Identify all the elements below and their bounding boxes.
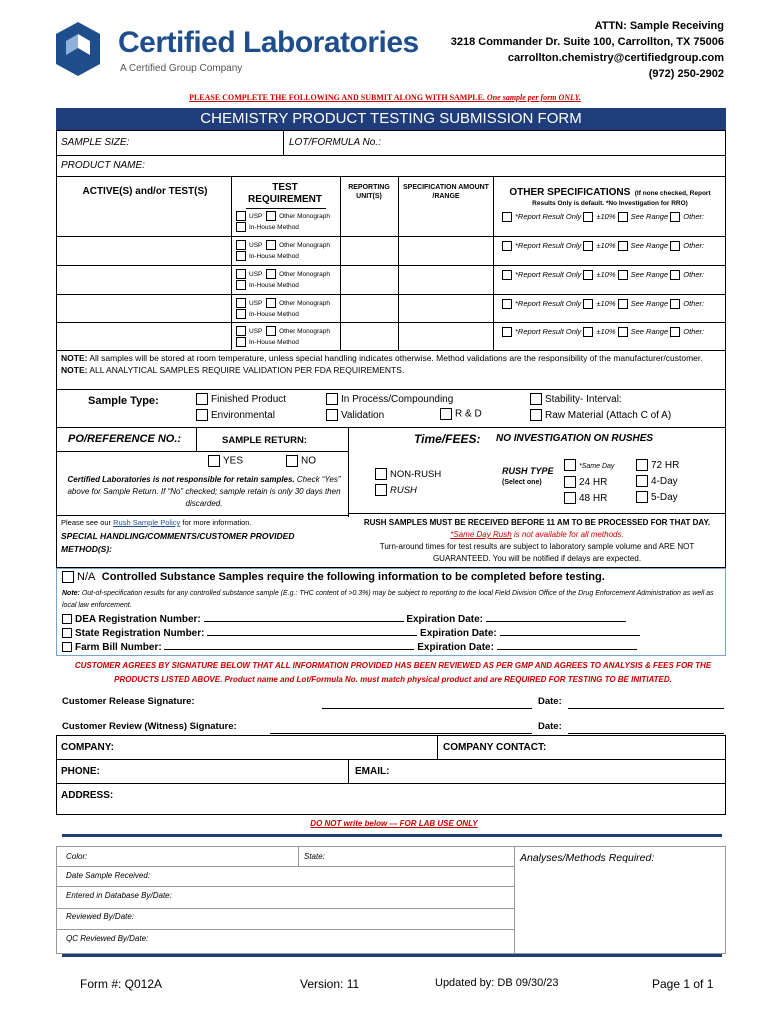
notes-block	[61, 352, 721, 376]
in-house-checkbox[interactable]	[236, 337, 246, 347]
report-only-label: *Report Result Only	[515, 270, 582, 279]
report-only-checkbox[interactable]	[502, 327, 512, 337]
report-only-label: *Report Result Only	[515, 327, 582, 336]
pct10-label: ±10%	[596, 299, 616, 308]
release-signature-label: Customer Release Signature:	[62, 696, 195, 707]
lab-qc[interactable]: QC Reviewed By/Date:	[66, 934, 149, 943]
see-range-checkbox[interactable]	[618, 241, 628, 251]
lab-state[interactable]: State:	[304, 852, 325, 861]
pct10-checkbox[interactable]	[583, 241, 593, 251]
email-field[interactable]: EMAIL:	[355, 766, 390, 777]
other-checkbox[interactable]	[670, 270, 680, 280]
col-specification: SPECIFICATION AMOUNT /RANGE	[403, 184, 489, 200]
usp-checkbox[interactable]	[236, 298, 246, 308]
5day-checkbox[interactable]	[636, 491, 648, 503]
usp-checkbox[interactable]	[236, 326, 246, 336]
report-only-label: *Report Result Only	[515, 212, 582, 221]
other-monograph-checkbox[interactable]	[266, 240, 276, 250]
stability-checkbox[interactable]	[530, 393, 542, 405]
review-date-line[interactable]	[568, 733, 724, 734]
col-other-specs	[496, 182, 724, 207]
return-yes-checkbox[interactable]	[208, 455, 220, 467]
test-requirement-options	[236, 269, 330, 291]
in-house-checkbox[interactable]	[236, 309, 246, 319]
rush-notice	[352, 517, 722, 565]
note2-text: ALL ANALYTICAL SAMPLES REQUIRE VALIDATION PER FDA REQUIREMENTS.	[89, 365, 405, 375]
lab-analyses[interactable]: Analyses/Methods Required:	[520, 852, 655, 864]
release-date-label: Date:	[538, 696, 562, 707]
col-active: ACTIVE(S) and/or TEST(S)	[82, 186, 208, 197]
environmental-label: Environmental	[211, 410, 275, 421]
usp-label: USP	[249, 213, 263, 220]
sample-type-label: Sample Type:	[88, 395, 159, 407]
48hr-label: 48 HR	[579, 493, 608, 504]
24hr-checkbox[interactable]	[564, 476, 576, 488]
report-only-checkbox[interactable]	[502, 270, 512, 280]
state-exp-input[interactable]	[500, 635, 640, 636]
lab-color[interactable]: Color:	[66, 852, 88, 861]
in-process-checkbox[interactable]	[326, 393, 338, 405]
col-other-title: OTHER SPECIFICATIONS	[509, 187, 631, 198]
test-requirement-options	[236, 240, 330, 262]
controlled-note-bold: Note:	[62, 590, 80, 597]
no-investigation-label: NO INVESTIGATION ON RUSHES	[496, 433, 654, 444]
pct10-label: ±10%	[596, 327, 616, 336]
notice-text: PLEASE COMPLETE THE FOLLOWING AND SUBMIT ALONG WITH SAMPLE.	[189, 93, 485, 102]
48hr-checkbox[interactable]	[564, 492, 576, 504]
note2-bold: NOTE:	[61, 365, 88, 375]
raw-material-label: Raw Material (Attach C of A)	[545, 410, 672, 421]
stability-label: Stability- Interval:	[545, 394, 622, 405]
other-label: Other:	[683, 327, 705, 336]
environmental-checkbox[interactable]	[196, 409, 208, 421]
pct10-checkbox[interactable]	[583, 327, 593, 337]
return-no-checkbox[interactable]	[286, 455, 298, 467]
dea-label: DEA Registration Number:	[75, 614, 201, 625]
in-house-label: In-House Method	[249, 339, 299, 346]
company-name: Certified Laboratories	[118, 26, 419, 59]
note1-bold: NOTE:	[61, 353, 88, 363]
same-day-checkbox[interactable]	[564, 459, 576, 471]
rush-checkbox[interactable]	[375, 484, 387, 496]
release-signature-line[interactable]	[322, 708, 532, 709]
lab-reviewed[interactable]: Reviewed By/Date:	[66, 912, 135, 921]
sample-return-label: SAMPLE RETURN:	[222, 435, 307, 446]
other-label: Other:	[683, 212, 705, 221]
pct10-label: ±10%	[596, 212, 616, 221]
see-range-label: See Range	[630, 241, 669, 250]
registration-block	[62, 613, 640, 655]
72hr-label: 72 HR	[651, 460, 680, 471]
agreement-text: CUSTOMER AGREES BY SIGNATURE BELOW THAT ALL INFORMATION PROVIDED HAS BEEN REVIEWED AS PER GMP AND AGREES TO ANALYSIS & FEES FOR THE PRODUCTS LISTED ABOVE. Product name and Lot/Formula No. must match physical product and are REQUIRED FOR TESTING TO BE INITIATED.	[74, 661, 712, 684]
finished-label: Finished Product	[211, 394, 287, 405]
state-reg-label: State Registration Number:	[75, 628, 205, 639]
other-monograph-label: Other Monograph	[279, 328, 331, 335]
policy-post: for more information.	[182, 518, 252, 527]
4day-checkbox[interactable]	[636, 475, 648, 487]
attn-line: ATTN: Sample Receiving	[594, 20, 724, 32]
other-spec-options	[502, 327, 704, 337]
phone-line: (972) 250-2902	[648, 68, 724, 80]
other-label: Other:	[683, 299, 705, 308]
dea-checkbox[interactable]	[62, 614, 72, 624]
usp-label: USP	[249, 271, 263, 278]
other-checkbox[interactable]	[670, 212, 680, 222]
dea-input[interactable]	[204, 621, 404, 622]
raw-material-checkbox[interactable]	[530, 409, 542, 421]
row-divider	[56, 265, 726, 266]
other-checkbox[interactable]	[670, 327, 680, 337]
rush-type-label	[502, 465, 558, 489]
return-yes-label: YES	[223, 455, 244, 467]
rush-bold: RUSH SAMPLES MUST BE RECEIVED BEFORE 11 AM TO BE PROCESSED FOR THAT DAY.	[363, 518, 711, 527]
usp-checkbox[interactable]	[236, 211, 246, 221]
version: Version: 11	[300, 977, 360, 991]
return-no-label: NO	[301, 455, 316, 467]
other-monograph-label: Other Monograph	[279, 213, 331, 220]
lot-formula-label: LOT/FORMULA No.:	[289, 137, 381, 148]
same-day-rush-link[interactable]: *Same Day Rush	[450, 530, 512, 539]
non-rush-checkbox[interactable]	[375, 468, 387, 480]
see-range-checkbox[interactable]	[618, 327, 628, 337]
row-divider	[56, 322, 726, 323]
other-monograph-checkbox[interactable]	[266, 326, 276, 336]
lab-entered[interactable]: Entered in Database By/Date:	[66, 891, 172, 900]
other-monograph-label: Other Monograph	[279, 300, 331, 307]
other-monograph-label: Other Monograph	[279, 242, 331, 249]
policy-line	[61, 518, 252, 527]
company-contact-field[interactable]: COMPANY CONTACT:	[443, 742, 547, 753]
report-only-label: *Report Result Only	[515, 299, 582, 308]
controlled-note	[62, 588, 720, 612]
na-label: N/A	[77, 571, 95, 583]
pct10-checkbox[interactable]	[583, 270, 593, 280]
controlled-title: Controlled Substance Samples require the following information to be completed before testing.	[101, 571, 605, 583]
see-range-label: See Range	[630, 270, 669, 279]
notice-italic: One sample per form ONLY.	[486, 93, 581, 102]
company-subtitle: A Certified Group Company	[120, 63, 243, 74]
col-reporting-units: REPORTING UNIT(S)	[348, 184, 390, 200]
same-day-label: *Same Day	[579, 463, 615, 470]
72hr-checkbox[interactable]	[636, 459, 648, 471]
pct10-label: ±10%	[596, 270, 616, 279]
other-spec-options	[502, 270, 704, 280]
address-line: 3218 Commander Dr. Suite 100, Carrollton, TX 75006	[450, 36, 724, 48]
farm-bill-label: Farm Bill Number:	[75, 642, 162, 653]
other-monograph-checkbox[interactable]	[266, 211, 276, 221]
state-reg-input[interactable]	[207, 635, 417, 636]
rush-type-col1	[564, 458, 614, 507]
4day-label: 4-Day	[651, 476, 678, 487]
select-one-text: (Select one)	[502, 479, 542, 486]
see-range-label: See Range	[630, 327, 669, 336]
rd-label: R & D	[455, 408, 482, 420]
review-signature-line[interactable]	[270, 733, 532, 734]
report-only-checkbox[interactable]	[502, 212, 512, 222]
col-other-note: (If none checked, Report	[634, 190, 711, 197]
sample-type-col1	[196, 392, 286, 424]
usp-checkbox[interactable]	[236, 240, 246, 250]
other-spec-options	[502, 241, 704, 251]
usp-checkbox[interactable]	[236, 269, 246, 279]
certified-logo-icon	[54, 20, 102, 78]
phone-field[interactable]: PHONE:	[61, 766, 100, 777]
in-process-label: In Process/Compounding	[341, 394, 454, 405]
non-rush-label: NON-RUSH	[390, 469, 442, 480]
col-other-note2: Results Only is default. *No Investigation for RRO)	[532, 200, 688, 207]
special-handling-label: SPECIAL HANDLING/COMMENTS/CUSTOMER PROVIDED METHOD(S):	[61, 531, 295, 554]
other-checkbox[interactable]	[670, 299, 680, 309]
other-label: Other:	[683, 270, 705, 279]
sample-type-col3	[530, 392, 671, 424]
lab-bottom-bar	[62, 954, 722, 957]
retain-bold: Certified Laboratories is not responsible for retain samples.	[67, 475, 295, 484]
row-divider	[56, 236, 726, 237]
release-date-line[interactable]	[568, 708, 724, 709]
na-checkbox[interactable]	[62, 571, 74, 583]
other-monograph-checkbox[interactable]	[266, 269, 276, 279]
farm-bill-checkbox[interactable]	[62, 642, 72, 652]
controlled-note-text: Out-of-specification results for any controlled substance sample (E.g.: THC content of >0.3%) may be subject to reporting to the local Field Division Office of the Drug Enforcement Administration as well as local law enforcement.	[62, 590, 714, 609]
state-exp-label: Expiration Date:	[420, 628, 497, 639]
product-name-label: PRODUCT NAME:	[61, 160, 145, 171]
finished-checkbox[interactable]	[196, 393, 208, 405]
controlled-title-line	[62, 571, 605, 583]
in-house-label: In-House Method	[249, 282, 299, 289]
turnaround-text: Turn-around times for test results are subject to laboratory sample volume and ARE NOT GUARANTEED. You will be notified if delays are expected.	[379, 542, 695, 563]
review-date-label: Date:	[538, 721, 562, 732]
rd-checkbox[interactable]	[440, 408, 452, 420]
in-house-checkbox[interactable]	[236, 280, 246, 290]
other-label: Other:	[683, 241, 705, 250]
dea-exp-input[interactable]	[486, 621, 626, 622]
attn-block	[404, 18, 724, 82]
test-requirement-options	[236, 326, 330, 348]
rush-policy-link[interactable]: Rush Sample Policy	[113, 518, 181, 527]
sample-type-col2	[326, 392, 453, 424]
usp-label: USP	[249, 300, 263, 307]
rush-label: RUSH	[390, 485, 417, 496]
submit-notice	[0, 93, 770, 102]
dea-exp-label: Expiration Date:	[406, 614, 484, 625]
lab-top-bar	[62, 834, 722, 837]
in-house-checkbox[interactable]	[236, 251, 246, 261]
rd-option	[440, 408, 482, 420]
other-spec-options	[502, 212, 704, 222]
return-yes	[208, 455, 243, 467]
in-house-label: In-House Method	[249, 224, 299, 231]
policy-pre: Please see our	[61, 518, 112, 527]
time-fees-label: Time/FEES:	[414, 432, 481, 446]
retain-notice	[64, 474, 344, 510]
sample-size-label: SAMPLE SIZE:	[61, 137, 130, 148]
validation-label: Validation	[341, 410, 385, 421]
other-spec-options	[502, 299, 704, 309]
review-signature-label: Customer Review (Witness) Signature:	[62, 721, 237, 732]
state-reg-checkbox[interactable]	[62, 628, 72, 638]
address-field[interactable]: ADDRESS:	[61, 790, 114, 801]
lab-date-received[interactable]: Date Sample Received:	[66, 871, 151, 880]
report-only-checkbox[interactable]	[502, 299, 512, 309]
farm-exp-label: Expiration Date:	[417, 642, 494, 653]
farm-bill-input[interactable]	[164, 649, 414, 650]
return-no	[286, 455, 316, 467]
other-checkbox[interactable]	[670, 241, 680, 251]
pct10-label: ±10%	[596, 241, 616, 250]
usp-label: USP	[249, 242, 263, 249]
see-range-label: See Range	[630, 299, 669, 308]
see-range-checkbox[interactable]	[618, 299, 628, 309]
test-requirement-options	[236, 298, 330, 320]
other-monograph-label: Other Monograph	[279, 271, 331, 278]
note1-text: All samples will be stored at room temperature, unless special handling indicates otherwise. Method validations are the responsibility of the manufacturer/customer.	[89, 353, 703, 363]
usp-label: USP	[249, 328, 263, 335]
po-reference-label: PO/REFERENCE NO.:	[68, 433, 182, 445]
see-range-checkbox[interactable]	[618, 212, 628, 222]
lab-use-notice: DO NOT write below --- FOR LAB USE ONLY	[310, 819, 478, 828]
24hr-label: 24 HR	[579, 477, 608, 488]
in-house-label: In-House Method	[249, 253, 299, 260]
company-field[interactable]: COMPANY:	[61, 742, 114, 753]
in-house-label: In-House Method	[249, 311, 299, 318]
see-range-checkbox[interactable]	[618, 270, 628, 280]
other-monograph-checkbox[interactable]	[266, 298, 276, 308]
pct10-checkbox[interactable]	[583, 299, 593, 309]
farm-exp-input[interactable]	[497, 649, 637, 650]
contact-frame	[56, 735, 726, 815]
test-requirement-options	[236, 211, 330, 233]
same-day-red: is not available for all methods.	[513, 530, 624, 539]
validation-checkbox[interactable]	[326, 409, 338, 421]
form-title: CHEMISTRY PRODUCT TESTING SUBMISSION FORM	[56, 108, 726, 130]
row-divider	[56, 294, 726, 295]
in-house-checkbox[interactable]	[236, 222, 246, 232]
email-line[interactable]: carrollton.chemistry@certifiedgroup.com	[507, 52, 724, 64]
rush-type-text: RUSH TYPE	[502, 466, 554, 476]
rush-type-col2	[636, 458, 679, 506]
page-number: Page 1 of 1	[652, 977, 714, 991]
updated-by: Updated by: DB 09/30/23	[435, 977, 559, 989]
report-only-label: *Report Result Only	[515, 241, 582, 250]
5day-label: 5-Day	[651, 492, 678, 503]
rush-choice	[375, 467, 441, 499]
retain-text: Check “Yes” above for Sample Return. If “No” checked; sample retain is only 30 days then discarded.	[67, 475, 341, 508]
see-range-label: See Range	[630, 212, 669, 221]
pct10-checkbox[interactable]	[583, 212, 593, 222]
form-number: Form #: Q012A	[80, 977, 163, 991]
col-test-requirement: TEST REQUIREMENT	[248, 182, 322, 205]
report-only-checkbox[interactable]	[502, 241, 512, 251]
